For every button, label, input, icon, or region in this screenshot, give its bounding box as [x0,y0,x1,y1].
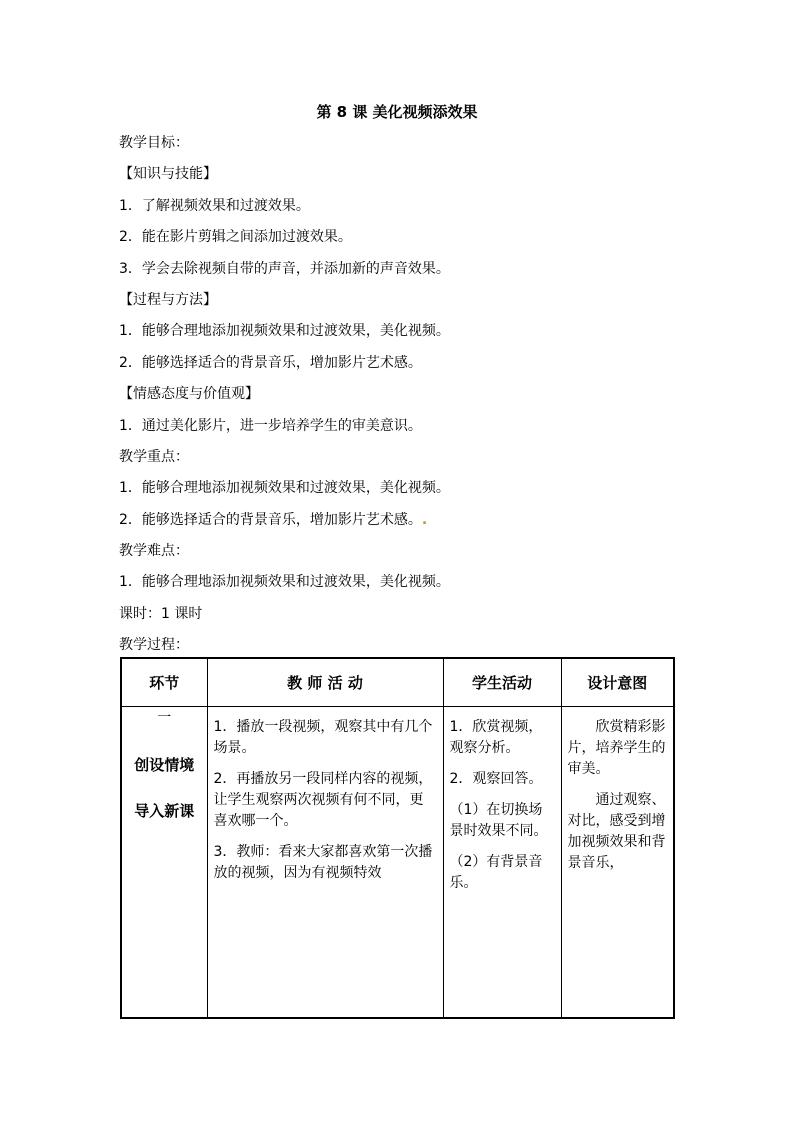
stage-cell [121,707,207,1019]
key-point-text: 2．能够选择适合的背景音乐，增加影片艺术感。 [119,511,422,528]
student-activity-item: 1．欣赏视频，观察分析。 [449,719,543,756]
difficulty-item: 1．能够合理地添加视频效果和过渡效果，美化视频。 [119,574,450,591]
design-intent-cell [561,707,674,1019]
lesson-objectives [119,132,699,666]
section-heading-difficulties: 教学难点： [119,543,189,560]
header-stage: 环节 [121,658,207,707]
header-student-activity: 学生活动 [443,658,561,707]
subheading-knowledge-skills: 【知识与技能】 [119,166,217,183]
section-heading-key-points: 教学重点： [119,448,189,465]
objective-item: 2．能够选择适合的背景音乐，增加影片艺术感。 [119,354,422,371]
teacher-activity-item: 1．播放一段视频，观察其中有几个场景。 [213,719,433,756]
subheading-attitudes-values: 【情感态度与价值观】 [119,386,259,403]
student-activity-item: （1）在切换场景时效果不同。 [449,802,548,839]
design-intent-item: 欣赏精彩影片，培养学生的审美。 [567,719,666,777]
key-point-item: 1．能够合理地添加视频效果和过渡效果，美化视频。 [119,480,450,497]
mark-dot-icon: . [421,511,428,528]
table-row [121,707,674,1019]
stage-name: 导入新课 [134,802,195,820]
objective-item: 2．能在影片剪辑之间添加过渡效果。 [119,229,352,246]
stage-name: 创设情境 [134,756,195,774]
key-point-item [119,509,699,540]
header-design-intent: 设计意图 [561,658,674,707]
page-title: 第 8 课 美化视频添效果 [316,103,478,121]
objective-item: 1．能够合理地添加视频效果和过渡效果，美化视频。 [119,323,450,340]
subheading-process-methods: 【过程与方法】 [119,291,217,308]
teacher-activity-item: 2．再播放另一段同样内容的视频，让学生观察两次视频有何不同，更喜欢哪一个。 [213,771,433,829]
student-activity-item: 2．观察回答。 [449,771,543,787]
header-teacher-activity: 教 师 活 动 [207,658,443,707]
teacher-activity-item: 3．教师：看来大家都喜欢第一次播放的视频，因为有视频特效 [213,844,433,881]
section-heading-objectives: 教学目标： [119,135,189,151]
design-intent-item: 通过观察、对比，感受到增加视频效果和背景音乐， [567,792,666,871]
objective-item: 3．学会去除视频自带的声音，并添加新的声音效果。 [119,260,450,277]
section-heading-process: 教学过程： [119,637,189,654]
objective-item: 1．通过美化影片，进一步培养学生的审美意识。 [119,417,422,434]
table-header-row [121,658,674,707]
class-hours: 课时：1 课时 [119,605,203,622]
stage-number: 一 [157,710,172,726]
student-activity-cell [443,707,561,1019]
teaching-process-table [120,657,675,1019]
objective-item: 1．了解视频效果和过渡效果。 [119,197,310,214]
teacher-activity-cell [207,707,443,1019]
student-activity-item: （2）有背景音乐。 [449,854,543,891]
